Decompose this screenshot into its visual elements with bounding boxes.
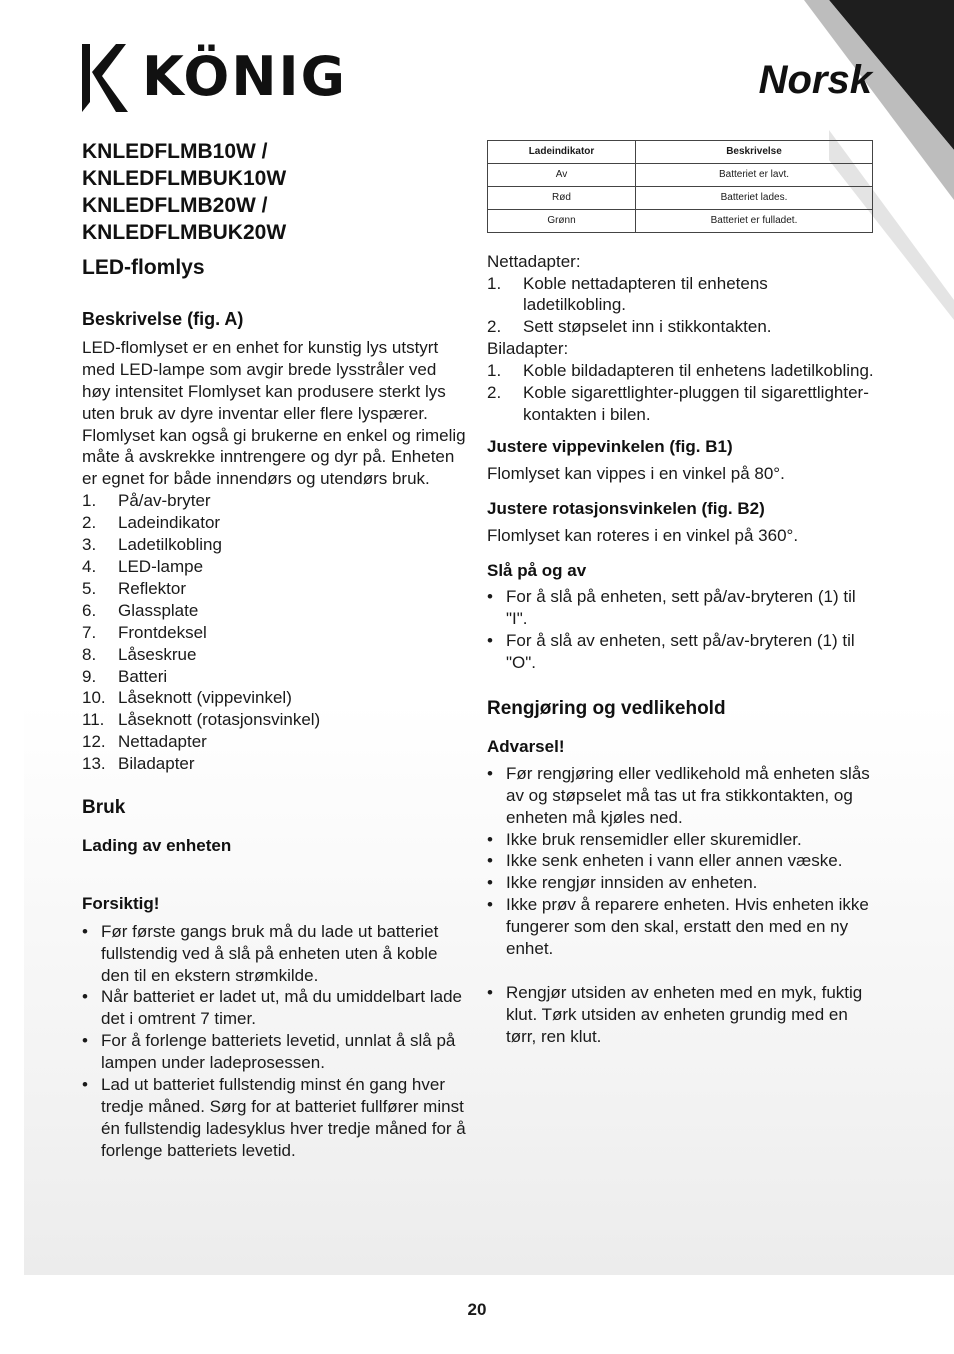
list-item: 3. Ladetilkobling <box>82 535 222 555</box>
table-cell: Batteriet er lavt. <box>636 163 873 186</box>
list-item: • Ikke senk enheten i vann eller annen væske. <box>487 851 843 871</box>
list-item: 2. Koble sigarettlighter-pluggen til sigarettlighter-kontakten i bilen. <box>487 383 869 424</box>
table-row <box>488 186 873 209</box>
list-item: 2. Sett støpselet inn i stikkontakten. <box>487 317 772 337</box>
caution-list <box>82 921 467 1162</box>
list-item: • Før første gangs bruk må du lade ut batteriet fullstendig ved å slå på enheten uten å koble den til en ekstern strømkilde. <box>82 921 439 985</box>
model-line-2: KNLEDFLMB20W / KNLEDFLMBUK20W <box>82 194 287 244</box>
list-item: 12. Nettadapter <box>82 732 207 752</box>
list-item: • Rengjør utsiden av enheten med en myk, fuktig klut. Tørk utsiden av enheten grundig med en tørr, ren klut. <box>487 983 863 1046</box>
warning-list <box>487 763 875 960</box>
list-item: 10. Låseknott (vippevinkel) <box>82 688 292 708</box>
list-item: 7. Frontdeksel <box>82 622 207 642</box>
language-label: Norsk <box>758 58 872 102</box>
rotation-text: Flomlyset kan roteres i en vinkel på 360°. <box>487 525 799 545</box>
tilt-text: Flomlyset kan vippes i en vinkel på 80°. <box>487 463 785 483</box>
caution-heading: Forsiktig! <box>82 893 160 913</box>
list-item: 11. Låseknott (rotasjonsvinkel) <box>82 710 321 730</box>
onoff-heading: Slå på og av <box>487 560 587 580</box>
list-item: • Før rengjøring eller vedlikehold må enheten slås av og støpselet må tas ut fra stikkontakten, og enheten må kjøles ned. <box>487 763 870 827</box>
list-item: • Ikke bruk rensemidler eller skuremidler. <box>487 829 802 849</box>
list-item: • Ikke prøv å reparere enheten. Hvis enheten ikke fungerer som den skal, erstatt den med en ny enhet. <box>487 895 869 959</box>
right-column <box>487 140 875 1048</box>
parts-list <box>82 490 467 775</box>
indicator-table <box>487 140 873 233</box>
list-item: • For å slå på enheten, sett på/av-bryteren (1) til "I". <box>487 587 856 629</box>
list-item: 2. Ladeindikator <box>82 513 221 533</box>
table-cell: Grønn <box>488 209 636 232</box>
warning-heading: Advarsel! <box>487 736 565 756</box>
table-cell: Batteriet er fulladet. <box>636 209 873 232</box>
rotation-heading: Justere rotasjonsvinkelen (fig. B2) <box>487 498 765 518</box>
list-item: 6. Glassplate <box>82 600 199 620</box>
net-adapter-label: Nettadapter: <box>487 251 581 271</box>
list-item: • For å slå av enheten, sett på/av-bryteren (1) til "O". <box>487 631 855 673</box>
description-text: LED-flomlyset er en enhet for kunstig lys utstyrt med LED-lampe som avgir brede lysstråler ved høy intensitet Flomlyset kan produsere sterkt lys uten bruk av dyre inventar eller flere lyspærer. Flomlyset kan også gi brukerne en enkel og rimelig måte å avskrekke inntrengere og dyr på. Enheten er egnet for både innendørs og utendørs bruk. <box>82 337 466 489</box>
list-item: 5. Reflektor <box>82 578 187 598</box>
table-cell: Av <box>488 163 636 186</box>
tilt-heading: Justere vippevinkelen (fig. B1) <box>487 436 733 456</box>
list-item: 4. LED-lampe <box>82 556 204 576</box>
onoff-list <box>487 586 875 674</box>
table-row <box>488 163 873 186</box>
description-heading: Beskrivelse (fig. A) <box>82 309 244 329</box>
model-line-1: KNLEDFLMB10W / KNLEDFLMBUK10W <box>82 140 287 190</box>
list-item: • Når batteriet er ladet ut, må du umiddelbart lade det i omtrent 7 timer. <box>82 987 462 1029</box>
list-item: 13. Biladapter <box>82 754 195 774</box>
table-cell: Batteriet lades. <box>636 186 873 209</box>
list-item: • Lad ut batteriet fullstendig minst én gang hver tredje måned. Sørg for at batteriet fullfører minst én fullstendig ladesyklus hver tredje måned for å forlenge batteriets levetid. <box>82 1075 466 1160</box>
list-item: 8. Låseskrue <box>82 644 197 664</box>
car-adapter-label: Biladapter: <box>487 339 569 359</box>
table-cell: Rød <box>488 186 636 209</box>
list-item: 1. Koble bildadapteren til enhetens ladetilkobling. <box>487 361 874 381</box>
list-item: 1. På/av-bryter <box>82 491 211 511</box>
net-adapter-steps <box>487 273 875 339</box>
left-column <box>82 138 467 1162</box>
cleaning-list <box>487 982 875 1048</box>
product-name: LED-flomlys <box>82 256 205 279</box>
usage-heading: Bruk <box>82 797 126 819</box>
list-item: • Ikke rengjør innsiden av enheten. <box>487 873 758 893</box>
charging-heading: Lading av enheten <box>82 835 232 855</box>
table-header: Ladeindikator <box>488 141 636 164</box>
maintenance-heading: Rengjøring og vedlikehold <box>487 698 726 720</box>
brand-logo-text: KÖNIG <box>142 45 347 108</box>
table-row <box>488 209 873 232</box>
list-item: 9. Batteri <box>82 666 168 686</box>
car-adapter-steps <box>487 360 875 426</box>
list-item: 1. Koble nettadapteren til enhetens ladetilkobling. <box>487 273 768 315</box>
list-item: • For å forlenge batteriets levetid, unnlat å slå på lampen under ladeprosessen. <box>82 1031 456 1073</box>
table-header: Beskrivelse <box>636 141 873 164</box>
page-number: 20 <box>467 1300 487 1319</box>
table-header-row <box>488 141 873 164</box>
